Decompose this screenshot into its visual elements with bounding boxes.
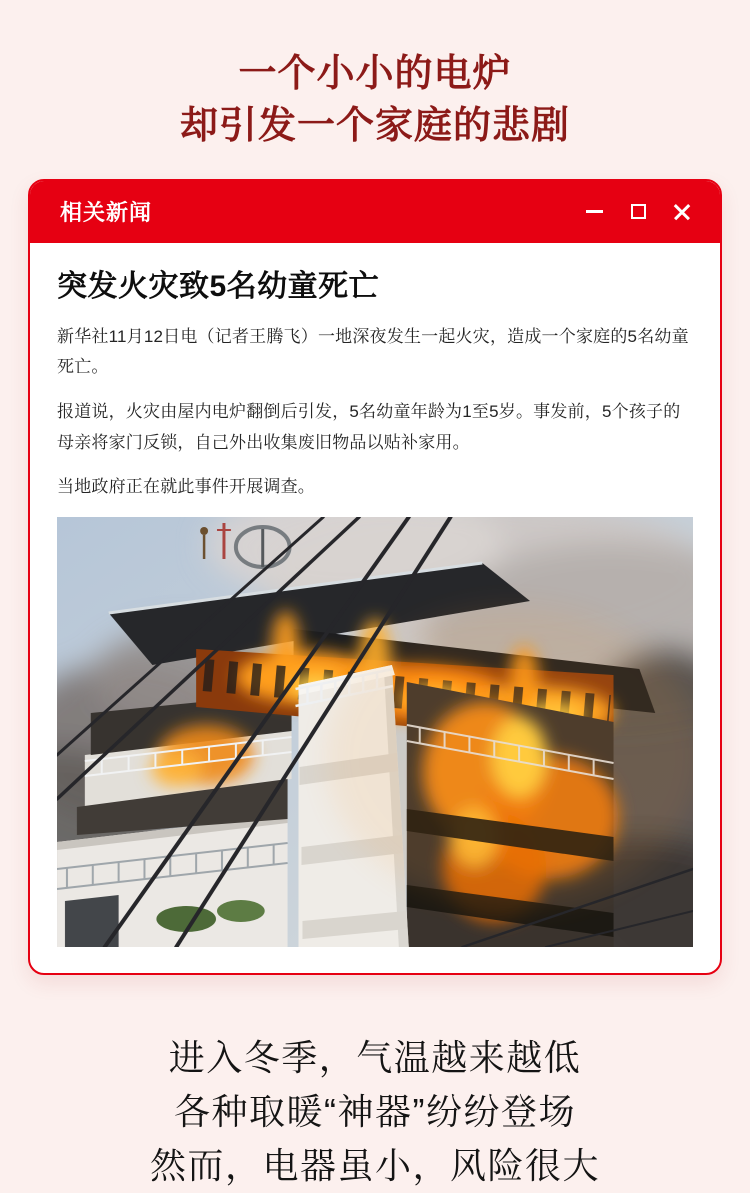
footer-line-3: 然而，电器虽小，风险很大 [149,1144,600,1186]
page-title-line-1: 一个小小的电炉 [238,53,512,95]
page-title [0,0,750,153]
window-controls [584,202,692,222]
burning-apartment-building-photo [57,517,693,947]
article-paragraph: 报道说，火灾由屋内电炉翻倒后引发，5名幼童年龄为1至5岁。事发前，5个孩子的母亲将家门反锁，自己外出收集废旧物品以贴补家用。 [57,402,681,452]
article-body [30,243,720,973]
minimize-button[interactable] [584,202,604,222]
close-button[interactable] [672,202,692,222]
article-photo [57,517,693,947]
maximize-icon [631,204,646,219]
article-headline: 突发火灾致5名幼童死亡 [57,269,380,303]
news-window-titlebar [30,181,720,243]
article-paragraph: 当地政府正在就此事件开展调查。 [57,477,315,497]
minimize-icon [586,210,603,213]
footer-line-1: 进入冬季，气温越来越低 [168,1036,582,1078]
news-window [28,179,722,975]
page-title-line-2: 却引发一个家庭的悲剧 [179,105,570,148]
maximize-button[interactable] [628,202,648,222]
window-title: 相关新闻 [60,200,153,226]
article-paragraph: 新华社11月12日电（记者王腾飞）一地深夜发生一起火灾，造成一个家庭的5名幼童死亡。 [57,326,689,377]
footer-line-2: 各种取暖“神器”纷纷登场 [174,1090,576,1132]
footer-text [0,1031,750,1193]
